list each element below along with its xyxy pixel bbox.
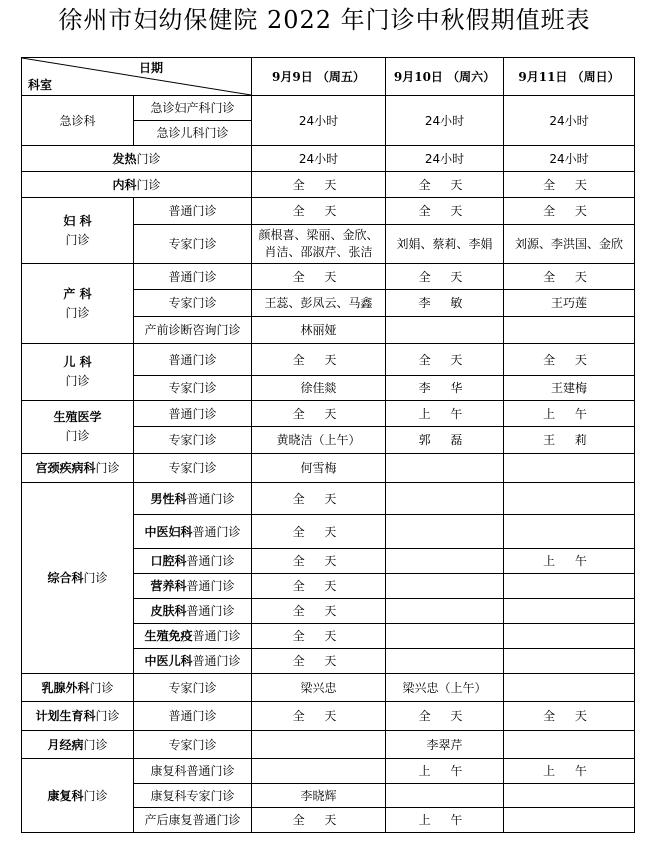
sub-emergency-obgyn: 急诊妇产科门诊 bbox=[134, 96, 252, 121]
sub-breast-expert: 专家门诊 bbox=[134, 674, 252, 702]
dept-menstrual-bold: 月经病 bbox=[47, 737, 84, 752]
gyn-expert-d1-line2: 肖洁、邵淑芹、张洁 bbox=[264, 245, 373, 259]
cell-ob-expert-d2: 李 敏 bbox=[386, 290, 504, 317]
cell-comp-0-d1: 全 天 bbox=[252, 483, 386, 515]
dept-repro-bold: 生殖医学 bbox=[53, 410, 102, 424]
date-axis-label: 日期 bbox=[138, 61, 163, 75]
cell-menstrual-d2: 李翠芹 bbox=[386, 731, 504, 759]
table-row-family-planning bbox=[22, 702, 635, 731]
cell-comp-2-d1: 全 天 bbox=[252, 549, 386, 574]
cell-ob-expert-d1: 王蕊、彭凤云、马鑫 bbox=[252, 290, 386, 317]
cell-comp-2-d3: 上 午 bbox=[504, 549, 635, 574]
cell-comp-4-d3 bbox=[504, 599, 635, 624]
sub-comp-0-rest: 普通门诊 bbox=[186, 491, 235, 506]
sub-ob-expert: 专家门诊 bbox=[134, 290, 252, 317]
cell-fever-d1: 24小时 bbox=[252, 146, 386, 172]
cell-emergency-d1: 24小时 bbox=[252, 96, 386, 146]
sub-comp-1-bold: 中医妇科 bbox=[144, 524, 193, 539]
cell-rehab-2-d1: 全 天 bbox=[252, 808, 386, 833]
table-row-rehab-0 bbox=[22, 759, 635, 784]
dept-comp-rest: 门诊 bbox=[83, 571, 108, 585]
sub-comp-6-rest: 普通门诊 bbox=[192, 654, 241, 668]
sub-repro-general: 普通门诊 bbox=[134, 401, 252, 427]
sub-comp-0 bbox=[134, 483, 252, 515]
duty-schedule-table bbox=[21, 57, 635, 833]
cell-emergency-d2: 24小时 bbox=[386, 96, 504, 146]
sub-comp-1-rest: 普通门诊 bbox=[192, 524, 241, 539]
cell-ob-general-d3: 全 天 bbox=[504, 264, 635, 290]
cell-rehab-0-d1 bbox=[252, 759, 386, 784]
sub-comp-0-bold: 男性科 bbox=[150, 491, 187, 506]
cell-comp-3-d3 bbox=[504, 574, 635, 599]
sub-comp-6 bbox=[134, 649, 252, 674]
dept-rehab-rest: 门诊 bbox=[83, 788, 108, 803]
cell-ob-expert-d3: 王巧莲 bbox=[504, 290, 635, 317]
cell-ob-prenatal-d1: 林丽娅 bbox=[252, 317, 386, 344]
dept-breast-rest: 门诊 bbox=[89, 680, 114, 695]
cell-gyn-expert-d2: 刘娟、蔡莉、李娟 bbox=[386, 225, 504, 264]
dept-internal-rest: 门诊 bbox=[136, 177, 161, 192]
cell-internal-d1: 全 天 bbox=[252, 172, 386, 198]
sub-comp-2-rest: 普通门诊 bbox=[186, 554, 235, 568]
cell-ob-general-d1: 全 天 bbox=[252, 264, 386, 290]
sub-rehab-0: 康复科普通门诊 bbox=[134, 759, 252, 784]
sub-comp-4-rest: 普通门诊 bbox=[186, 604, 235, 618]
cell-ob-general-d2: 全 天 bbox=[386, 264, 504, 290]
cell-emergency-d3: 24小时 bbox=[504, 96, 635, 146]
cell-repro-general-d1: 全 天 bbox=[252, 401, 386, 427]
sub-menstrual-expert: 专家门诊 bbox=[134, 731, 252, 759]
cell-rehab-1-d3 bbox=[504, 784, 635, 808]
cell-fever-d2: 24小时 bbox=[386, 146, 504, 172]
cell-breast-d1: 梁兴忠 bbox=[252, 674, 386, 702]
table-row-ob-general bbox=[22, 264, 635, 290]
dept-ob-bold: 产 科 bbox=[63, 286, 92, 301]
diagonal-line bbox=[22, 58, 251, 95]
cell-gyn-expert-d1 bbox=[252, 225, 386, 264]
dept-rehab-bold: 康复科 bbox=[47, 788, 84, 803]
cell-rehab-1-d1: 李晓辉 bbox=[252, 784, 386, 808]
day-header-1: 9月9日 （周五） bbox=[252, 58, 386, 96]
dept-fever-rest: 门诊 bbox=[136, 151, 161, 166]
cell-comp-5-d1: 全 天 bbox=[252, 624, 386, 649]
dept-fever-bold: 发热 bbox=[112, 151, 137, 166]
cell-gyn-general-d1: 全 天 bbox=[252, 198, 386, 225]
sub-ob-general: 普通门诊 bbox=[134, 264, 252, 290]
cell-breast-d2: 梁兴忠（上午） bbox=[386, 674, 504, 702]
table-row-emergency-gyn bbox=[22, 96, 635, 121]
cell-peds-general-d2: 全 天 bbox=[386, 344, 504, 376]
dept-comprehensive bbox=[22, 483, 134, 674]
cell-cervical-d3 bbox=[504, 454, 635, 483]
sub-peds-expert: 专家门诊 bbox=[134, 376, 252, 401]
dept-ob-rest: 门诊 bbox=[65, 305, 90, 320]
cell-rehab-1-d2 bbox=[386, 784, 504, 808]
dept-rehab bbox=[22, 759, 134, 833]
dept-peds-bold: 儿 科 bbox=[63, 355, 92, 369]
gyn-expert-d1-line1: 颜根喜、梁丽、金欣、 bbox=[258, 228, 379, 242]
table-row-menstrual bbox=[22, 731, 635, 759]
sub-comp-1 bbox=[134, 515, 252, 549]
table-row-breast bbox=[22, 674, 635, 702]
sub-rehab-2: 产后康复普通门诊 bbox=[134, 808, 252, 833]
sub-ob-prenatal: 产前诊断咨询门诊 bbox=[134, 317, 252, 344]
cell-comp-1-d2 bbox=[386, 515, 504, 549]
dept-fever bbox=[22, 146, 252, 172]
dept-cervical bbox=[22, 454, 134, 483]
dept-fp-bold: 计划生育科 bbox=[35, 709, 96, 723]
dept-peds-rest: 门诊 bbox=[65, 374, 90, 388]
sub-comp-6-bold: 中医儿科 bbox=[144, 654, 193, 668]
cell-repro-expert-d2: 郭 磊 bbox=[386, 427, 504, 454]
cell-comp-1-d3 bbox=[504, 515, 635, 549]
cell-comp-2-d2 bbox=[386, 549, 504, 574]
cell-peds-general-d1: 全 天 bbox=[252, 344, 386, 376]
day-header-3: 9月11日 （周日） bbox=[504, 58, 635, 96]
cell-comp-4-d2 bbox=[386, 599, 504, 624]
diagonal-header-cell bbox=[22, 58, 252, 96]
cell-rehab-0-d3: 上 午 bbox=[504, 759, 635, 784]
dept-pediatrics bbox=[22, 344, 134, 401]
sub-comp-2-bold: 口腔科 bbox=[150, 554, 187, 568]
cell-gyn-expert-d3: 刘源、李洪国、金欣 bbox=[504, 225, 635, 264]
dept-comp-bold: 综合科 bbox=[47, 571, 84, 585]
cell-comp-5-d2 bbox=[386, 624, 504, 649]
cell-fp-d3: 全 天 bbox=[504, 702, 635, 731]
cell-repro-expert-d1: 黄晓洁（上午） bbox=[252, 427, 386, 454]
dept-menstrual-rest: 门诊 bbox=[83, 737, 108, 752]
cell-ob-prenatal-d2 bbox=[386, 317, 504, 344]
table-row-peds-general bbox=[22, 344, 635, 376]
dept-family-planning bbox=[22, 702, 134, 731]
cell-breast-d3 bbox=[504, 674, 635, 702]
dept-cervical-rest: 门诊 bbox=[95, 461, 120, 475]
table-row-fever bbox=[22, 146, 635, 172]
sub-fp-general: 普通门诊 bbox=[134, 702, 252, 731]
cell-comp-6-d2 bbox=[386, 649, 504, 674]
table-row-comp-0 bbox=[22, 483, 635, 515]
cell-menstrual-d1 bbox=[252, 731, 386, 759]
cell-cervical-d2 bbox=[386, 454, 504, 483]
dept-gyn bbox=[22, 198, 134, 264]
dept-fp-rest: 门诊 bbox=[95, 709, 120, 723]
sub-repro-expert: 专家门诊 bbox=[134, 427, 252, 454]
sub-comp-3-bold: 营养科 bbox=[150, 579, 187, 593]
cell-comp-4-d1: 全 天 bbox=[252, 599, 386, 624]
dept-breast bbox=[22, 674, 134, 702]
cell-repro-expert-d3: 王 莉 bbox=[504, 427, 635, 454]
cell-peds-expert-d3: 王建梅 bbox=[504, 376, 635, 401]
cell-comp-3-d2 bbox=[386, 574, 504, 599]
cell-fp-d1: 全 天 bbox=[252, 702, 386, 731]
dept-gyn-rest: 门诊 bbox=[65, 232, 90, 247]
sub-comp-5-bold: 生殖免疫 bbox=[144, 629, 193, 643]
cell-gyn-general-d3: 全 天 bbox=[504, 198, 635, 225]
cell-fp-d2: 全 天 bbox=[386, 702, 504, 731]
sub-comp-4 bbox=[134, 599, 252, 624]
dept-menstrual bbox=[22, 731, 134, 759]
sub-comp-3 bbox=[134, 574, 252, 599]
dept-internal bbox=[22, 172, 252, 198]
cell-rehab-0-d2: 上 午 bbox=[386, 759, 504, 784]
sub-comp-5 bbox=[134, 624, 252, 649]
cell-comp-5-d3 bbox=[504, 624, 635, 649]
cell-rehab-2-d2: 上 午 bbox=[386, 808, 504, 833]
sub-peds-general: 普通门诊 bbox=[134, 344, 252, 376]
table-row-internal bbox=[22, 172, 635, 198]
sub-comp-4-bold: 皮肤科 bbox=[150, 604, 187, 618]
dept-obstetrics bbox=[22, 264, 134, 344]
dept-gyn-bold: 妇 科 bbox=[63, 213, 92, 228]
dept-cervical-bold: 宫颈疾病科 bbox=[35, 461, 96, 475]
page-title: 徐州市妇幼保健院 2022 年门诊中秋假期值班表 bbox=[58, 6, 591, 34]
cell-comp-6-d3 bbox=[504, 649, 635, 674]
table-row-repro-general bbox=[22, 401, 635, 427]
sub-gyn-expert: 专家门诊 bbox=[134, 225, 252, 264]
table-row-gyn-general bbox=[22, 198, 635, 225]
dept-reproductive bbox=[22, 401, 134, 454]
sub-cervical-expert: 专家门诊 bbox=[134, 454, 252, 483]
cell-comp-0-d2 bbox=[386, 483, 504, 515]
cell-comp-1-d1: 全 天 bbox=[252, 515, 386, 549]
sub-rehab-1: 康复科专家门诊 bbox=[134, 784, 252, 808]
cell-internal-d2: 全 天 bbox=[386, 172, 504, 198]
cell-peds-general-d3: 全 天 bbox=[504, 344, 635, 376]
table-row-cervical bbox=[22, 454, 635, 483]
cell-menstrual-d3 bbox=[504, 731, 635, 759]
cell-comp-0-d3 bbox=[504, 483, 635, 515]
sub-emergency-peds: 急诊儿科门诊 bbox=[134, 121, 252, 146]
cell-repro-general-d2: 上 午 bbox=[386, 401, 504, 427]
cell-ob-prenatal-d3 bbox=[504, 317, 635, 344]
cell-peds-expert-d1: 徐佳燚 bbox=[252, 376, 386, 401]
cell-cervical-d1: 何雪梅 bbox=[252, 454, 386, 483]
header-row bbox=[22, 58, 635, 96]
cell-rehab-2-d3 bbox=[504, 808, 635, 833]
sub-comp-3-rest: 普通门诊 bbox=[186, 579, 235, 593]
dept-emergency: 急诊科 bbox=[22, 96, 134, 146]
sub-comp-2 bbox=[134, 549, 252, 574]
sub-comp-5-rest: 普通门诊 bbox=[192, 629, 241, 643]
cell-peds-expert-d2: 李 华 bbox=[386, 376, 504, 401]
cell-gyn-general-d2: 全 天 bbox=[386, 198, 504, 225]
dept-internal-bold: 内科 bbox=[112, 177, 137, 192]
dept-breast-bold: 乳腺外科 bbox=[41, 680, 90, 695]
cell-comp-3-d1: 全 天 bbox=[252, 574, 386, 599]
dept-axis-label: 科室 bbox=[28, 78, 53, 92]
day-header-2: 9月10日 （周六） bbox=[386, 58, 504, 96]
cell-repro-general-d3: 上 午 bbox=[504, 401, 635, 427]
dept-repro-rest: 门诊 bbox=[65, 429, 90, 443]
cell-internal-d3: 全 天 bbox=[504, 172, 635, 198]
cell-fever-d3: 24小时 bbox=[504, 146, 635, 172]
sub-gyn-general: 普通门诊 bbox=[134, 198, 252, 225]
cell-comp-6-d1: 全 天 bbox=[252, 649, 386, 674]
